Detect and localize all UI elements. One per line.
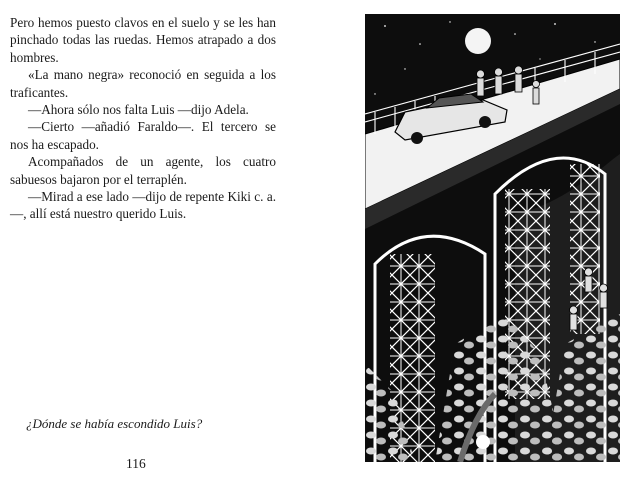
night-bridge-illustration [365, 14, 620, 462]
moon-icon [465, 28, 491, 54]
body-text [10, 14, 276, 223]
paragraph: —Mirad a ese lado —dijo de repente Kiki c. a.—, allí está nuestro querido Luis. [10, 189, 276, 222]
paragraph: Acompañados de un agente, los cuatro sabuesos bajaron por el terraplén. [10, 154, 276, 187]
page-number: 116 [126, 456, 146, 471]
caption: ¿Dónde se había escondido Luis? [26, 416, 203, 431]
paragraph: —Cierto —añadió Faraldo—. El tercero se nos ha escapado. [10, 119, 276, 152]
paragraph: Pero hemos puesto clavos en el suelo y se les han pinchado todas las ruedas. Hemos atrapado a dos hombres. [10, 15, 276, 65]
paragraph: «La mano negra» reconoció en seguida a los traficantes. [10, 67, 276, 100]
paragraph: —Ahora sólo nos falta Luis —dijo Adela. [28, 102, 249, 118]
